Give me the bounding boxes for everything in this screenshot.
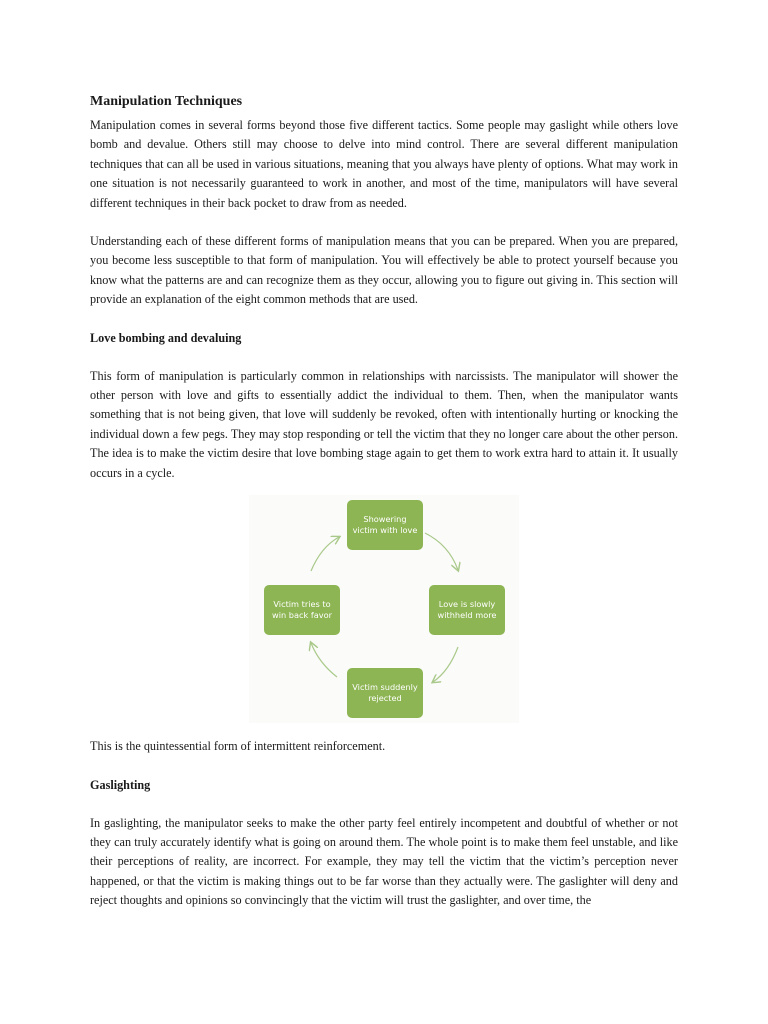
arrow-right-to-bottom bbox=[433, 647, 458, 682]
page-title: Manipulation Techniques bbox=[90, 94, 243, 109]
cycle-step-top: Showering victim with love bbox=[347, 500, 423, 550]
love-bombing-heading: Love bombing and devaluing bbox=[90, 330, 242, 345]
cycle-step-left: Victim tries to win back favor bbox=[264, 585, 340, 635]
cycle-step-bottom: Victim suddenly rejected bbox=[347, 668, 423, 718]
cycle-diagram bbox=[249, 495, 519, 723]
arrow-bottom-to-left bbox=[311, 643, 337, 677]
intro-paragraph-2: Understanding each of these different forms of manipulation means that you can be prepared. When you are prepared, you become less susceptible to that form of manipulation. You will effectively be able to protect yourself because you know what the patterns are and can recognize them as they occur, allowing you to figure out giving in. This section will provide an explanation of the eight common methods that are used. bbox=[90, 234, 678, 307]
cycle-step-right: Love is slowly withheld more bbox=[429, 585, 505, 635]
arrow-top-to-right bbox=[425, 533, 458, 570]
document-page bbox=[90, 92, 678, 930]
love-bombing-caption: This is the quintessential form of intermittent reinforcement. bbox=[90, 739, 386, 754]
intro-paragraph-1: Manipulation comes in several forms beyond those five different tactics. Some people may gaslight while others love bomb and devalue. Others still may choose to delve into mind control. There are several different manipulation techniques that can all be used in various situations, meaning that you always have plenty of options. What may work in one situation is not necessarily guaranteed to work in another, and most of the time, manipulators will have several different techniques in their back pocket to draw from as needed. bbox=[90, 118, 678, 210]
arrow-left-to-top bbox=[311, 537, 339, 571]
gaslighting-heading: Gaslighting bbox=[90, 777, 151, 792]
gaslighting-paragraph: In gaslighting, the manipulator seeks to make the other party feel entirely incompetent and doubtful of whether or not they can truly accurately identify what is going on around them. The whole point is to make them feel unstable, and like their perceptions of reality, are incorrect. For example, they may tell the victim that the victim’s perception never happened, or that the victim is making things out to be far worse than they actually were. The gaslighter will deny and reject thoughts and opinions so convincingly that the victim will trust the gaslighter, and over time, the bbox=[90, 815, 678, 908]
love-bombing-paragraph: This form of manipulation is particularly common in relationships with narcissists. The manipulator will shower the other person with love and gifts to essentially addict the individual to them. Then, when the manipulator wants something that is not being given, that love will suddenly be revoked, often with intentionally hurting or knocking the individual down a few pegs. They may stop responding or tell the victim that they no longer care about the other person. The idea is to make the victim desire that love bombing stage again to get them to work extra hard to attain it. It usually occurs in a cycle. bbox=[90, 368, 678, 480]
